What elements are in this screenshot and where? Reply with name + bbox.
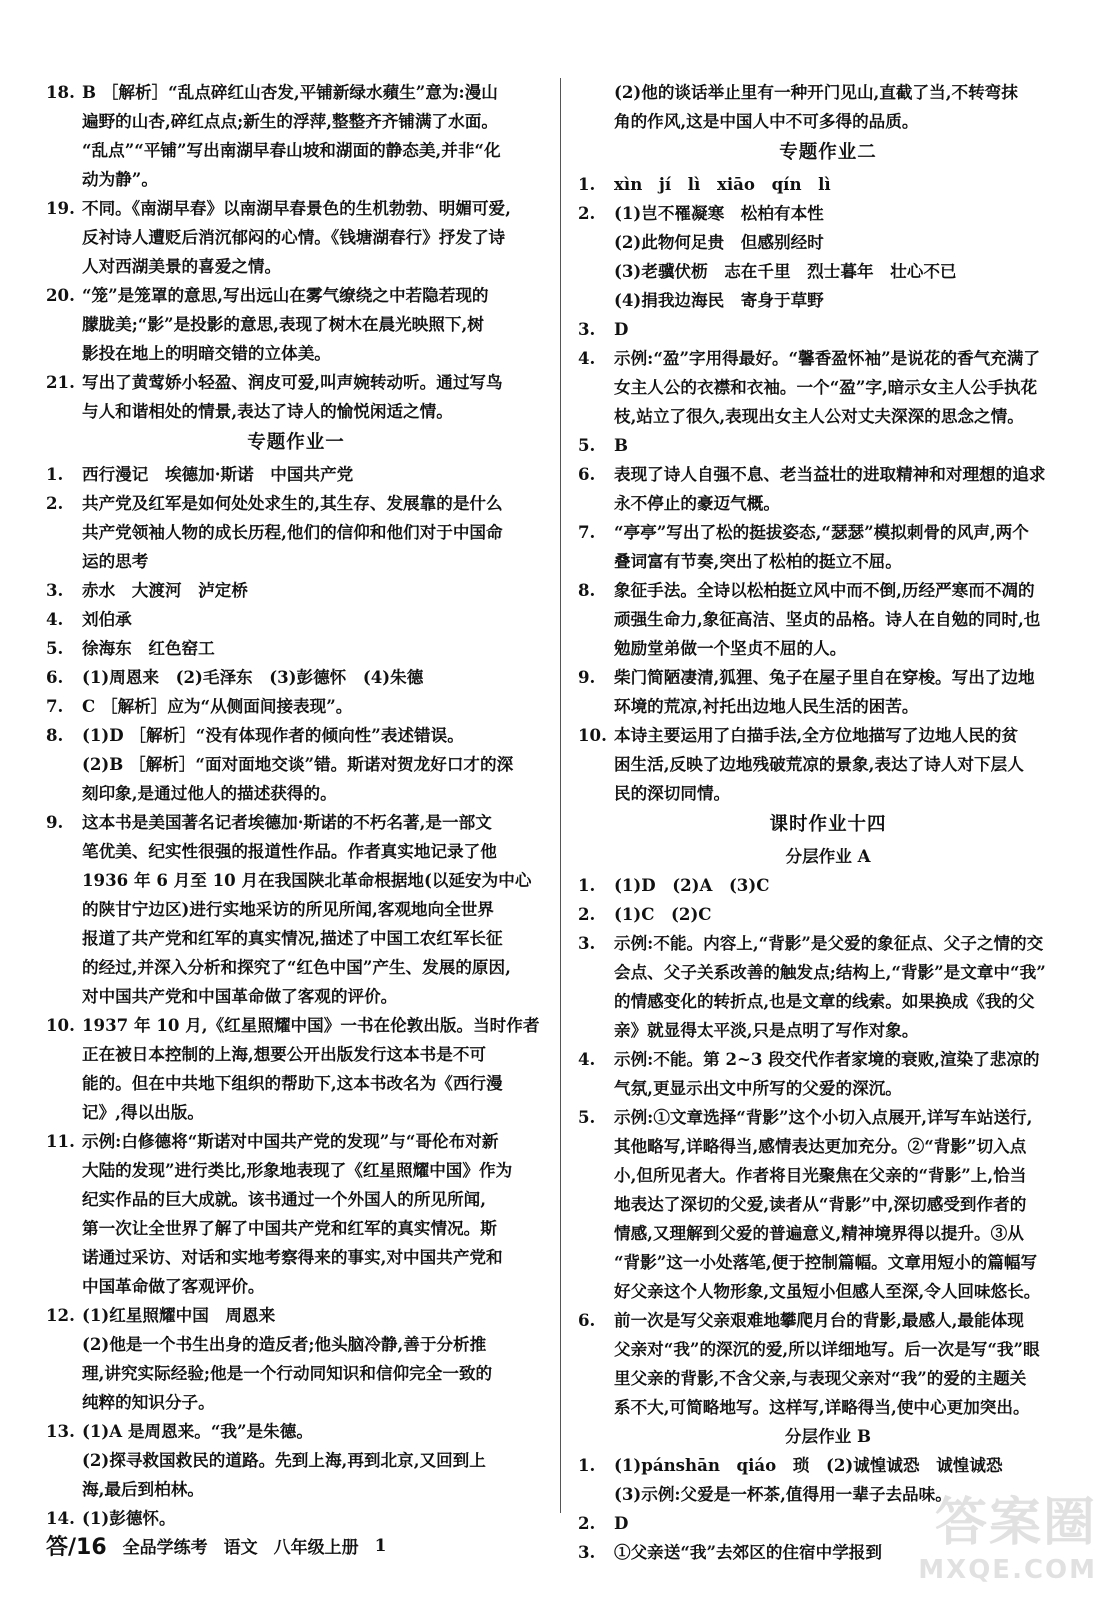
answer-line: 气氛,更显示出文中所写的父爱的深沉。 (614, 1078, 902, 1098)
answer-text (82, 1504, 546, 1533)
answer-line: (1)D ［解析］“没有体现作者的倾向性”表述错误。 (82, 725, 464, 745)
answer-text (614, 721, 1078, 808)
answer-line: 共产党及红军是如何处处求生的,其生存、发展靠的是什么 (82, 493, 503, 513)
answer-line: 好父亲这个人物形象,文虽短小但感人至深,令人回味悠长。 (614, 1281, 1041, 1301)
answer-item (46, 576, 546, 605)
answer-text (82, 78, 546, 194)
answer-subitem (578, 286, 1078, 315)
answer-line: 示例:“盈”字用得最好。“馨香盈怀袖”是说花的香气充满了 (614, 348, 1040, 368)
answer-line: 前一次是写父亲艰难地攀爬月台的背影,最感人,最能体现 (614, 1310, 1024, 1330)
answer-number: 5. (578, 1107, 596, 1127)
answer-number: 12. (46, 1305, 75, 1325)
answer-line: 中国革命做了客观评价。 (82, 1276, 265, 1296)
answer-number: 6. (578, 1310, 596, 1330)
answer-item (46, 1417, 546, 1446)
answer-line: 刻印象,是通过他人的描述获得的。 (82, 783, 337, 803)
answer-text (82, 1330, 546, 1417)
answer-line: B (614, 435, 629, 455)
answer-item (46, 1301, 546, 1330)
answer-number: 6. (578, 464, 596, 484)
answer-line: 民的深切同情。 (614, 783, 731, 803)
answer-text (82, 576, 546, 605)
answer-item (578, 170, 1078, 199)
watermark-text: 答案圈 (934, 1493, 1097, 1553)
answer-item (578, 1451, 1078, 1480)
answer-line: 困生活,反映了边地残破荒凉的景象,表达了诗人对下层人 (614, 754, 1024, 774)
answer-number: 4. (578, 348, 596, 368)
answer-line: 示例:不能。内容上,“背影”是父爱的象征点、父子之情的交 (614, 933, 1044, 953)
answer-line: 徐海东 红色窑工 (82, 638, 215, 658)
answer-line: 示例:①文章选择“背影”这个小切入点展开,详写车站送行, (614, 1107, 1033, 1127)
answer-line: (1)pánshān qiáo 琐 (2)诚惶诚恐 诚惶诚恐 (614, 1455, 1003, 1475)
answer-line: 纪实作品的巨大成就。该书通过一个外国人的所见所闻, (82, 1189, 487, 1209)
answer-line: 朦胧美;“影”是投影的意思,表现了树木在晨光映照下,树 (82, 314, 484, 334)
answer-text (614, 576, 1078, 663)
answer-line: 表现了诗人自强不息、老当益壮的进取精神和对理想的追求 (614, 464, 1046, 484)
answer-line: 海,最后到柏林。 (82, 1479, 204, 1499)
answer-text (614, 518, 1078, 576)
answer-number: 1. (578, 875, 596, 895)
answer-line: 小,但所见者大。作者将目光聚焦在父亲的“背影”上,恰当 (614, 1165, 1027, 1185)
answer-number: 1. (578, 174, 596, 194)
answer-item (46, 368, 546, 426)
right-column (578, 78, 1078, 1567)
answer-item (46, 1011, 546, 1127)
answer-item (46, 692, 546, 721)
answer-text (614, 78, 1078, 136)
page-number: 答/16 (46, 1535, 107, 1560)
answer-line: (1)彭德怀。 (82, 1508, 176, 1528)
answer-text (614, 1306, 1078, 1422)
answer-line: 1937 年 10 月,《红星照耀中国》一书在伦敦出版。当时作者 (82, 1015, 540, 1035)
answer-number: 6. (46, 667, 64, 687)
answer-line: 动为静”。 (82, 169, 158, 189)
answer-text (82, 1011, 546, 1127)
volume-label: 1 (374, 1535, 387, 1556)
answer-number: 21. (46, 372, 75, 392)
answer-item (578, 900, 1078, 929)
answer-line: 女主人公的衣襟和衣袖。一个“盈”字,暗示女主人公手执花 (614, 377, 1038, 397)
answer-line: B ［解析］“乱点碎红山杏发,平铺新绿水蘋生”意为:漫山 (82, 82, 498, 102)
answer-line: D (614, 319, 629, 339)
answer-line: (2)他的谈话举止里有一种开门见山,直截了当,不转弯抹 (614, 82, 1018, 102)
answer-line: 遍野的山杏,碎红点点;新生的浮萍,整整齐齐铺满了水面。 (82, 111, 498, 131)
answer-line: 情感,又理解到父爱的普遍意义,精神境界得以提升。③从 (614, 1223, 1024, 1243)
answer-line: 影投在地上的明暗交错的立体美。 (82, 343, 331, 363)
grade-label: 八年级上册 (273, 1538, 359, 1558)
answer-number: 2. (578, 904, 596, 924)
answer-item (46, 1127, 546, 1301)
answer-text (82, 750, 546, 808)
answer-line: 象征手法。全诗以松柏挺立风中而不倒,历经严寒而不凋的 (614, 580, 1035, 600)
answer-number: 3. (46, 580, 64, 600)
answer-text (82, 663, 546, 692)
answer-line: 理,讲究实际经验;他是一个行动同知识和信仰完全一致的 (82, 1363, 493, 1383)
answer-text (614, 663, 1078, 721)
answer-text (82, 634, 546, 663)
answer-line: 地表达了深切的父爱,读者从“背影”中,深切感受到作者的 (614, 1194, 1027, 1214)
answer-text (82, 489, 546, 576)
answer-line: 顽强生命力,象征高洁、坚贞的品格。诗人在自勉的同时,也 (614, 609, 1041, 629)
answer-item (46, 489, 546, 576)
answer-number: 10. (46, 1015, 75, 1035)
answer-text (614, 344, 1078, 431)
answer-line: 枝,站立了很久,表现出女主人公对丈夫深深的思念之情。 (614, 406, 1024, 426)
answer-number: 14. (46, 1508, 75, 1528)
answer-line: 记》,得以出版。 (82, 1102, 204, 1122)
answer-item (578, 871, 1078, 900)
answer-line: 环境的荒凉,衬托出边地人民生活的困苦。 (614, 696, 919, 716)
answer-line: (1)A 是周恩来。“我”是朱德。 (82, 1421, 313, 1441)
answer-text (614, 929, 1078, 1045)
answer-line: 示例:白修德将“斯诺对中国共产党的发现”与“哥伦布对新 (82, 1131, 499, 1151)
answer-line: 诺通过采访、对话和实地考察得来的事实,对中国共产党和 (82, 1247, 503, 1267)
answer-line: 赤水 大渡河 泸定桥 (82, 580, 248, 600)
answer-number: 8. (46, 725, 64, 745)
answer-text (614, 286, 1078, 315)
left-column (46, 78, 546, 1533)
answer-item (578, 721, 1078, 808)
answer-item (578, 315, 1078, 344)
answer-item (578, 929, 1078, 1045)
book-title: 全品学练考 (122, 1538, 208, 1558)
answer-subitem (46, 1446, 546, 1504)
answer-number: 7. (46, 696, 64, 716)
answer-number: 3. (578, 319, 596, 339)
answer-text (82, 1446, 546, 1504)
answer-number: 2. (46, 493, 64, 513)
answer-number: 13. (46, 1421, 75, 1441)
answer-line: xìn jí lì xiāo qín lì (614, 174, 831, 194)
answer-line: (4)捐我边海民 寄身于草野 (614, 290, 824, 310)
answer-item (578, 431, 1078, 460)
section-heading: 专题作业一 (247, 432, 345, 453)
answer-text (614, 1045, 1078, 1103)
answer-line: 永不停止的豪迈气概。 (614, 493, 780, 513)
answer-number: 10. (578, 725, 607, 745)
answer-item (46, 78, 546, 194)
answer-number: 20. (46, 285, 75, 305)
answer-text (82, 808, 546, 1011)
answer-number: 9. (578, 667, 596, 687)
answer-line: 报道了共产党和红军的真实情况,描述了中国工农红军长征 (82, 928, 503, 948)
answer-line: 本诗主要运用了白描手法,全方位地描写了边地人民的贫 (614, 725, 1019, 745)
column-divider (560, 78, 561, 1513)
answer-text (614, 460, 1078, 518)
answer-text (82, 1417, 546, 1446)
answer-text (82, 368, 546, 426)
answer-line: (3)示例:父爱是一杯茶,值得用一辈子去品味。 (614, 1484, 952, 1504)
answer-line: 第一次让全世界了解了中国共产党和红军的真实情况。斯 (82, 1218, 497, 1238)
subject-label: 语文 (223, 1538, 258, 1558)
answer-number: 11. (46, 1131, 75, 1151)
section-subheading: 分层作业 A (785, 846, 871, 866)
answer-number: 9. (46, 812, 64, 832)
answer-text (614, 431, 1078, 460)
answer-line: 西行漫记 埃德加·斯诺 中国共产党 (82, 464, 354, 484)
answer-line: (1)C (2)C (614, 904, 712, 924)
answer-line: (2)他是一个书生出身的造反者;他头脑冷静,善于分析推 (82, 1334, 487, 1354)
answer-item (46, 808, 546, 1011)
answer-number: 7. (578, 522, 596, 542)
answer-line: 运的思考 (82, 551, 149, 571)
answer-item (46, 460, 546, 489)
answer-text (82, 194, 546, 281)
answer-line: 的情感变化的转折点,也是文章的线索。如果换成《我的父 (614, 991, 1035, 1011)
answer-line: 其他略写,详略得当,感情表达更加充分。②“背影”切入点 (614, 1136, 1027, 1156)
answer-line: 大陆的发现”进行类比,形象地表现了《红星照耀中国》作为 (82, 1160, 513, 1180)
answer-line: 笔优美、纪实性很强的报道性作品。作者真实地记录了他 (82, 841, 497, 861)
answer-item (578, 518, 1078, 576)
answer-line: (1)红星照耀中国 周恩来 (82, 1305, 276, 1325)
answer-number: 4. (46, 609, 64, 629)
answer-line: (1)周恩来 (2)毛泽东 (3)彭德怀 (4)朱德 (82, 667, 424, 687)
answer-item (46, 634, 546, 663)
answer-number: 19. (46, 198, 75, 218)
answer-text (614, 900, 1078, 929)
answer-line: 的经过,并深入分析和探究了“红色中国”产生、发展的原因, (82, 957, 511, 977)
answer-line: 写出了黄莺娇小轻盈、润皮可爱,叫声婉转动听。通过写鸟 (82, 372, 503, 392)
answer-subitem (46, 750, 546, 808)
answer-text (614, 871, 1078, 900)
answer-line: 亲》就显得太平淡,只是点明了写作对象。 (614, 1020, 919, 1040)
answer-item (578, 460, 1078, 518)
answer-line: 这本书是美国著名记者埃德加·斯诺的不朽名著,是一部文 (82, 812, 492, 832)
answer-subitem (578, 257, 1078, 286)
answer-line: 的陕甘宁边区)进行实地采访的所见所闻,客观地向全世界 (82, 899, 494, 919)
answer-text (614, 1451, 1078, 1480)
answer-text (82, 1301, 546, 1330)
answer-item (46, 721, 546, 750)
answer-text (82, 281, 546, 368)
answer-subitem (46, 1330, 546, 1417)
answer-number: 2. (578, 1513, 596, 1533)
answer-line: “亭亭”写出了松的挺拔姿态,“瑟瑟”模拟刺骨的风声,两个 (614, 522, 1029, 542)
answer-line: 对中国共产党和中国革命做了客观的评价。 (82, 986, 398, 1006)
answer-item (578, 1103, 1078, 1306)
answer-line: “乱点”“平铺”写出南湖早春山坡和湖面的静态美,并非“化 (82, 140, 501, 160)
answer-line: ①父亲送“我”去郊区的住宿中学报到 (614, 1542, 882, 1562)
answer-item (46, 281, 546, 368)
answer-line: 能的。但在中共地下组织的帮助下,这本书改名为《西行漫 (82, 1073, 503, 1093)
answer-text (82, 605, 546, 634)
answer-line: D (614, 1513, 629, 1533)
answer-line: (1)D (2)A (3)C (614, 875, 770, 895)
answer-item (578, 1045, 1078, 1103)
answer-line: 人对西湖美景的喜爱之情。 (82, 256, 282, 276)
answer-item (578, 1306, 1078, 1422)
answer-line: 系不大,可简略地写。这样写,详略得当,使中心更加突出。 (614, 1397, 1030, 1417)
answer-text (82, 721, 546, 750)
answer-line: (2)探寻救国救民的道路。先到上海,再到北京,又回到上 (82, 1450, 486, 1470)
answer-item (46, 663, 546, 692)
answer-line: C ［解析］应为“从侧面间接表现”。 (82, 696, 353, 716)
answer-line: (2)B ［解析］“面对面地交谈”错。斯诺对贺龙好口才的深 (82, 754, 514, 774)
answer-text (82, 692, 546, 721)
answer-item (46, 194, 546, 281)
answer-line: 会点、父子关系改善的触发点;结构上,“背影”是文章中“我” (614, 962, 1046, 982)
answer-text (614, 257, 1078, 286)
answer-line: 共产党领袖人物的成长历程,他们的信仰和他们对于中国命 (82, 522, 503, 542)
answer-text (614, 170, 1078, 199)
answer-text (614, 228, 1078, 257)
answer-number: 3. (578, 1542, 596, 1562)
answer-item (46, 1504, 546, 1533)
answer-number: 3. (578, 933, 596, 953)
watermark-url: MXQE.COM (918, 1555, 1097, 1585)
answer-number: 4. (578, 1049, 596, 1069)
answer-line: 角的作风,这是中国人中不可多得的品质。 (614, 111, 919, 131)
answer-line: 柴门简陋凄清,狐狸、兔子在屋子里自在穿梭。写出了边地 (614, 667, 1035, 687)
answer-line: 正在被日本控制的上海,想要公开出版发行这本书是不可 (82, 1044, 487, 1064)
answer-number: 8. (578, 580, 596, 600)
answer-number: 5. (578, 435, 596, 455)
section-heading: 专题作业二 (779, 142, 877, 163)
section-heading: 课时作业十四 (769, 814, 887, 835)
answer-line: (1)岂不罹凝寒 松柏有本性 (614, 203, 824, 223)
answer-number: 1. (46, 464, 64, 484)
answer-text (614, 1103, 1078, 1306)
answer-text (614, 315, 1078, 344)
answer-number: 5. (46, 638, 64, 658)
answer-number: 2. (578, 203, 596, 223)
answer-item (578, 663, 1078, 721)
answer-line: 里父亲的背影,不含父亲,与表现父亲对“我”的爱的主题关 (614, 1368, 1027, 1388)
watermark-logo (897, 1480, 1097, 1590)
answer-line: (2)此物何足贵 但感别经时 (614, 232, 824, 252)
answer-line: 叠词富有节奏,突出了松柏的挺立不屈。 (614, 551, 902, 571)
answer-subitem (578, 78, 1078, 136)
answer-number: 18. (46, 82, 75, 102)
answer-line: 父亲对“我”的深沉的爱,所以详细地写。后一次是写“我”眼 (614, 1339, 1040, 1359)
answer-item (578, 199, 1078, 228)
answer-line: 勉励堂弟做一个坚贞不屈的人。 (614, 638, 847, 658)
answer-item (46, 605, 546, 634)
answer-line: 与人和谐相处的情景,表达了诗人的愉悦闲适之情。 (82, 401, 453, 421)
answer-subitem (578, 228, 1078, 257)
answer-text (82, 460, 546, 489)
section-subheading: 分层作业 B (784, 1426, 872, 1446)
answer-line: 纯粹的知识分子。 (82, 1392, 215, 1412)
answer-item (578, 344, 1078, 431)
page-footer (46, 1530, 387, 1561)
answer-line: “背影”这一小处落笔,便于控制篇幅。文章用短小的篇幅写 (614, 1252, 1038, 1272)
answer-line: 1936 年 6 月至 10 月在我国陕北革命根据地(以延安为中心 (82, 870, 532, 890)
answer-text (82, 1127, 546, 1301)
answer-number: 1. (578, 1455, 596, 1475)
answer-line: 示例:不能。第 2~3 段交代作者家境的衰败,渲染了悲凉的 (614, 1049, 1040, 1069)
answer-line: 反衬诗人遭贬后消沉郁闷的心情。《钱塘湖春行》抒发了诗 (82, 227, 506, 247)
answer-text (614, 199, 1078, 228)
answer-line: 不同。《南湖早春》以南湖早春景色的生机勃勃、明媚可爱, (82, 198, 511, 218)
answer-line: “笼”是笼罩的意思,写出远山在雾气缭绕之中若隐若现的 (82, 285, 489, 305)
answer-line: 刘伯承 (82, 609, 132, 629)
answer-item (578, 576, 1078, 663)
answer-line: (3)老骥伏枥 志在千里 烈士暮年 壮心不已 (614, 261, 957, 281)
